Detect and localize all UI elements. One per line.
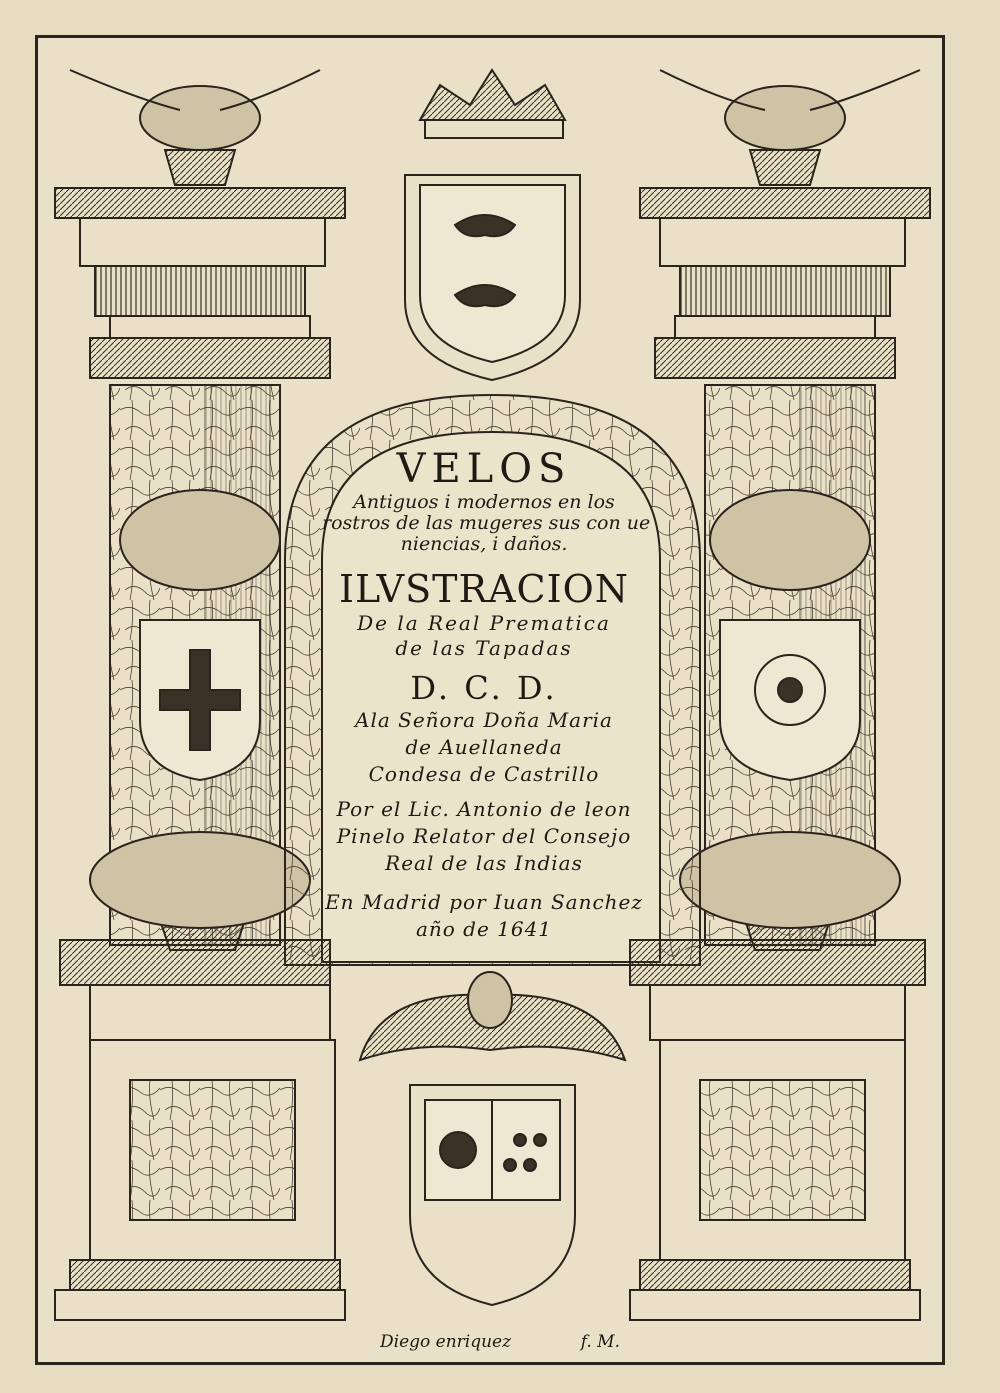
author-line-3: Real de las Indias [385,851,583,875]
dedication-line-1: Ala Señora Doña Maria [355,708,613,732]
left-pedestal [55,940,345,1320]
author-line-1: Por el Lic. Antonio de leon [336,797,632,821]
dedication-line-3: Condesa de Castrillo [368,762,600,786]
dcd-line: D. C. D. [410,669,558,707]
dedication-line-2: de Auellaneda [405,735,563,759]
engraver-signature [380,1332,620,1356]
engraver-mark: f. M. [580,1332,620,1352]
crown-and-coat-of-arms [405,70,580,380]
left-entablature [55,188,345,378]
imprint-line-1: En Madrid por Iuan Sanchez [325,890,643,914]
prematica-line-2: de las Tapadas [395,636,573,660]
right-entablature [640,188,930,378]
right-pedestal [630,940,925,1320]
top-left-fruit-basket [70,70,320,185]
engraver-name: Diego enriquez [380,1332,512,1352]
lower-coat-of-arms [360,972,625,1305]
imprint-line-2: año de 1641 [415,917,553,941]
prematica-line-1: De la Real Prematica [357,611,611,635]
title-velos: VELOS [396,446,572,492]
subtitle-line-1: Antiguos i modernos en los [353,491,615,513]
subtitle-line-3: niencias, i daños. [400,533,568,555]
title-ilustracion: ILVSTRACION [338,567,630,611]
title-text-block [322,440,651,962]
subtitle-line-2: rostros de las mugeres sus con ue [322,512,651,534]
author-line-2: Pinelo Relator del Consejo [336,824,632,848]
top-right-fruit-basket [660,70,920,185]
